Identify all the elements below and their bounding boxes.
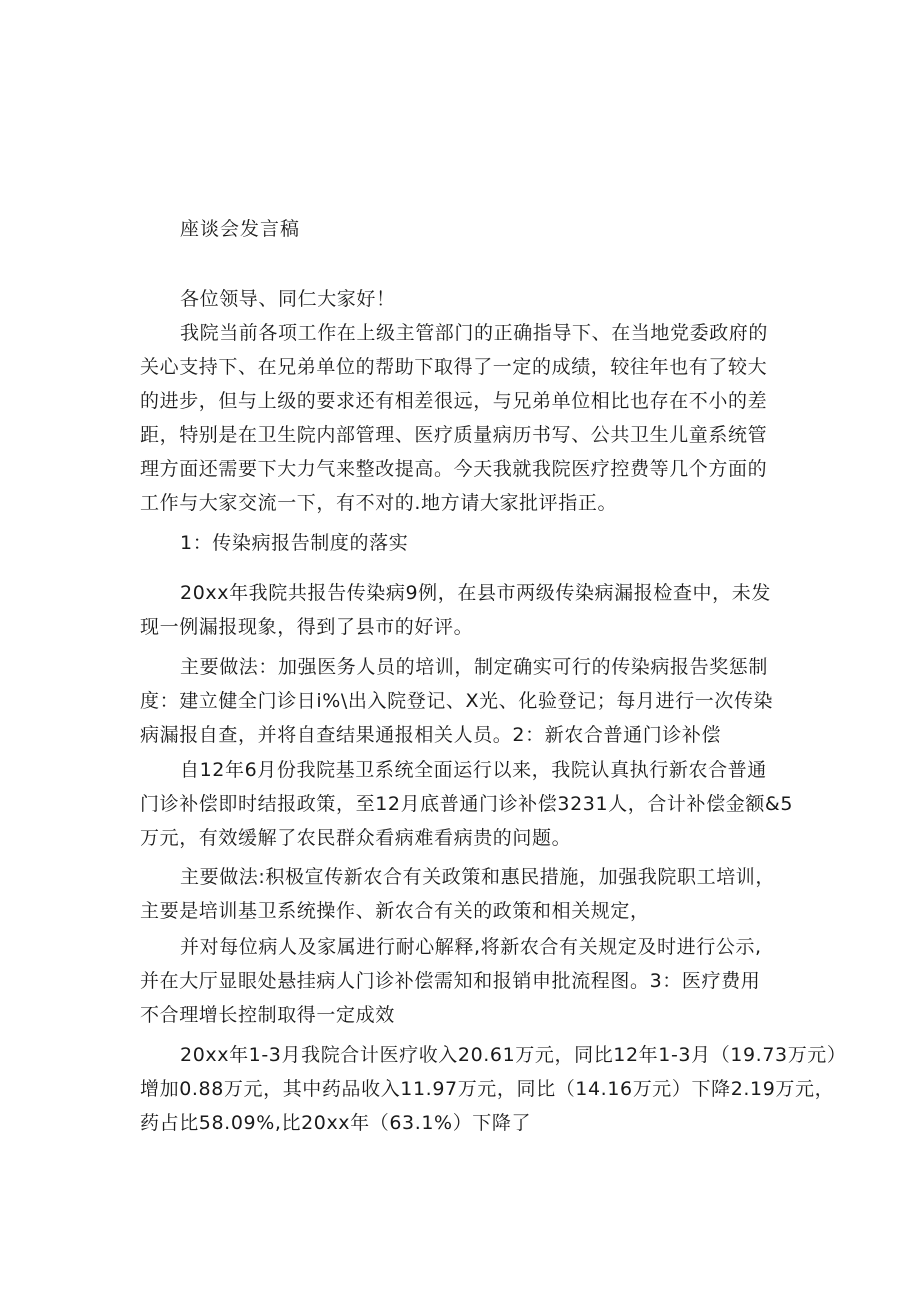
paragraph-line: 并对每位病人及家属进行耐心解释,将新农合有关规定及时进行公示, — [180, 936, 762, 958]
paragraph-line: 距，特别是在卫生院内部管理、医疗质量病历书写、公共卫生儿童系统管 — [140, 424, 768, 446]
document-title: 座谈会发言稿 — [180, 218, 301, 240]
paragraph-line: 的进步，但与上级的要求还有相差很远，与兄弟单位相比也存在不小的差 — [140, 390, 768, 412]
paragraph-line: 主要做法:积极宣传新农合有关政策和惠民措施，加强我院职工培训， — [180, 866, 776, 888]
paragraph-line: 药占比58.09%,比20xx年（63.1%）下降了 — [140, 1112, 532, 1134]
paragraph-line: 万元，有效缓解了农民群众看病难看病贵的问题。 — [140, 827, 572, 849]
paragraph-line: 自12年6月份我院基卫系统全面运行以来，我院认真执行新农合普通 — [180, 759, 767, 781]
paragraph-line: 主要是培训基卫系统操作、新农合有关的政策和相关规定， — [140, 900, 650, 922]
section-heading-1: 1：传染病报告制度的落实 — [180, 532, 409, 554]
paragraph-line: 我院当前各项工作在上级主管部门的正确指导下、在当地党委政府的 — [180, 322, 769, 344]
paragraph-line: 并在大厅显眼处悬挂病人门诊补偿需知和报销申批流程图。3：医疗费用 — [140, 970, 761, 992]
paragraph-line: 理方面还需要下大力气来整改提高。今天我就我院医疗控费等几个方面的 — [140, 458, 768, 480]
paragraph-line: 20xx年1-3月我院合计医疗收入20.61万元，同比12年1-3月（19.73万元） — [180, 1044, 847, 1066]
paragraph-line: 不合理增长控制取得一定成效 — [140, 1004, 395, 1026]
paragraph-line: 现一例漏报现象，得到了县市的好评。 — [140, 616, 474, 638]
greeting: 各位领导、同仁大家好！ — [180, 288, 396, 310]
paragraph-line: 关心支持下、在兄弟单位的帮助下取得了一定的成绩，较往年也有了较大 — [140, 356, 768, 378]
paragraph-line: 工作与大家交流一下，有不对的.地方请大家批评指正。 — [140, 492, 618, 514]
paragraph-line: 度：建立健全门诊日i%\出入院登记、X光、化验登记；每月进行一次传染 — [140, 690, 774, 712]
paragraph-line: 门诊补偿即时结报政策，至12月底普通门诊补偿3231人，合计补偿金额&5 — [140, 793, 794, 815]
paragraph-line: 20xx年我院共报告传染病9例，在县市两级传染病漏报检查中，未发 — [180, 582, 771, 604]
paragraph-line: 主要做法：加强医务人员的培训，制定确实可行的传染病报告奖惩制 — [180, 656, 769, 678]
paragraph-line: 增加0.88万元，其中药品收入11.97万元，同比（14.16万元）下降2.19万元， — [140, 1078, 835, 1100]
paragraph-line: 病漏报自查，并将自查结果通报相关人员。2：新农合普通门诊补偿 — [140, 724, 722, 746]
